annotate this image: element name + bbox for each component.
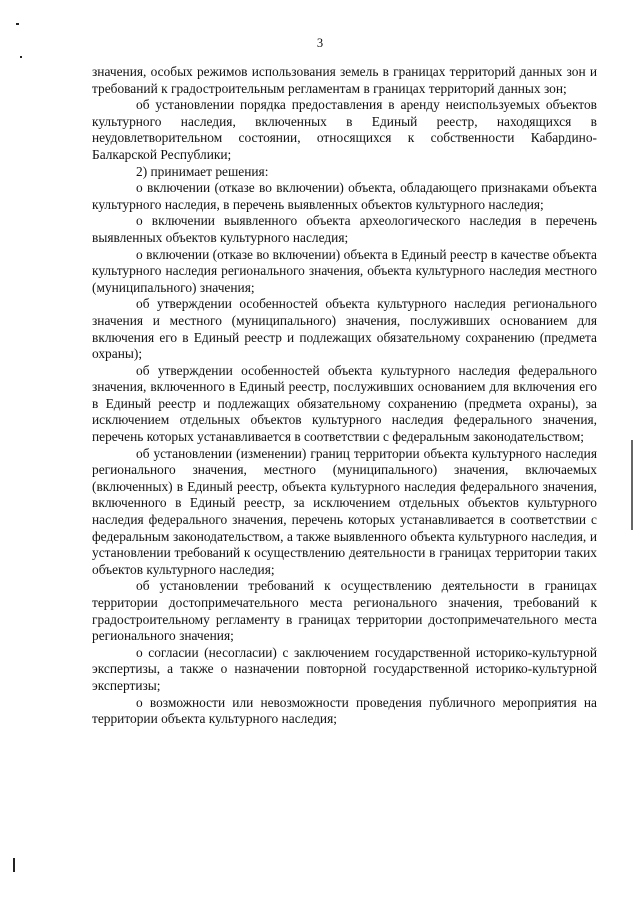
paragraph-continuation: значения, особых режимов использования земель в границах территорий данных зон и требований к градостроительным регламентам в границах территорий данных зон; (92, 64, 597, 96)
paragraph-decisions-heading: 2) принимает решения: (136, 163, 269, 179)
paragraph-decision-item: об установлении требований к осуществлению деятельности в границах территории достопримечательного места регионального значения, требований к градостроительному регламенту в границах территории достопримечательного места регионального значения; (92, 578, 597, 644)
paragraph-decision-item: о согласии (несогласии) с заключением государственной историко-культурной экспертизы, а также о назначении повторной государственной историко-культурной экспертизы; (92, 644, 597, 693)
page-number: 3 (316, 36, 324, 50)
paragraph-decision-item: о включении выявленного объекта археологического наследия в перечень выявленных объектов культурного наследия; (92, 213, 597, 245)
document-body (92, 64, 597, 728)
paragraph-lease-procedure: об установлении порядка предоставления в аренду неиспользуемых объектов культурного наследия, включенных в Единый реестр, находящихся в неудовлетворительном состоянии, относящихся к собственности Кабардино-Балкарской Республики; (92, 97, 597, 162)
paragraph-decision-item: об установлении (изменении) границ территории объекта культурного наследия регионального значения, местного (муниципального) значения, включаемых (включенных) в Единый реестр, объекта культурного наследия федерального значения, включенного в Единый реестр, за исключением отдельных объектов культурного наследия федерального значения, перечень которых устанавливается в соответствии с федеральным законодательством, а также выявленного объекта культурного наследия, и установлении требований к осуществлению деятельности в границах территории таких объектов культурного наследия; (92, 445, 597, 577)
scan-mark-left (20, 56, 22, 58)
paragraph-decision-item: о включении (отказе во включении) объекта, обладающего признаками объекта культурного наследия, в перечень выявленных объектов культурного наследия; (92, 180, 597, 212)
paragraph-decision-item: об утверждении особенностей объекта культурного наследия регионального значения и местного (муниципального) значения, послуживших основанием для включения его в Единый реестр и подлежащих обязательному сохранению (предмета охраны); (92, 296, 597, 362)
paragraph-decision-item: о включении (отказе во включении) объекта в Единый реестр в качестве объекта культурного наследия регионального значения, объекта культурного наследия местного (муниципального) значения; (92, 246, 597, 295)
scan-mark-right-edge (631, 440, 633, 530)
paragraph-decision-item: об утверждении особенностей объекта культурного наследия федерального значения, включенного в Единый реестр, послуживших основанием для включения его в Единый реестр и подлежащих обязательному сохранению (предмета охраны), за исключением отдельных объектов культурного наследия федерального значения, перечень которых устанавливается в соответствии с федеральным законодательством; (92, 362, 597, 445)
paragraph-decision-item: о возможности или невозможности проведения публичного мероприятия на территории объекта культурного наследия; (92, 694, 597, 727)
scan-mark-top-left (16, 23, 19, 25)
scan-mark-bottom-left (13, 858, 15, 872)
